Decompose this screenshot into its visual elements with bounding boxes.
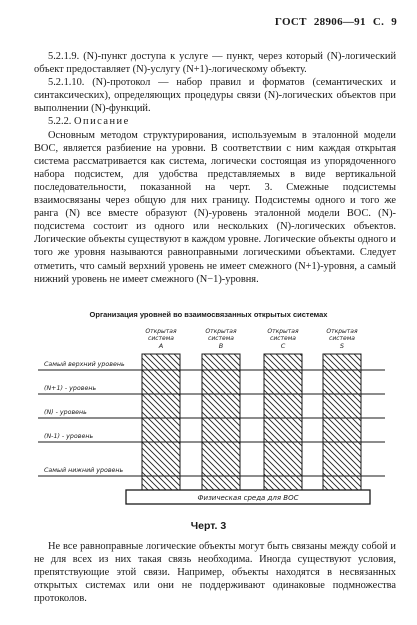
system-label-line2: система: [329, 335, 355, 342]
figure-3-diagram: [0, 318, 417, 518]
system-column-3: [264, 354, 302, 490]
system-letter: С: [280, 342, 286, 350]
system-label-line2: система: [208, 335, 234, 342]
system-column-4: [323, 354, 361, 490]
paragraph-5-2-1-10: 5.2.1.10. (N)-протокол — набор правил и форматов (семантических и синтаксических), определяющих процедуры связи (N)-логических объектов при выполнении (N)-функций.: [34, 77, 396, 115]
level-label-1: Самый верхний уровень: [44, 361, 125, 368]
bottom-text: [34, 540, 396, 605]
system-letter: S: [339, 342, 345, 350]
system-label-line2: система: [270, 335, 296, 342]
figure-caption: Черт. 3: [190, 520, 227, 532]
system-column-2: [202, 354, 240, 490]
paragraph-peer-entities: Не все равноправные логические объекты могут быть связаны между собой и не для всех из них такая связь необходима. Иногда существуют условия, препятствующие этой связи. Например, объекты находятся в несвязанных открытых системах или они не поддерживают одинаковые подмножества протоколов.: [34, 541, 396, 605]
paragraph-layering: Основным методом структурирования, используемым в эталонной модели ВОС, является разбиение на уровни. В соответствии с ним каждая открытая система рассматривается как система, логически состоящая из упорядоченного набора подсистем, для удобства представляемых в виде вертикальной последовательности, показанной на черт. 3. Смежные подсистемы взаимосвязаны через общую для них границу. Подсистемы одного и того же ранга (N) все вместе образуют (N)-уровень эталонной модели ВОС. (N)-подсистема состоит из одного или нескольких (N)-логических объектов. Логические объекты существуют в каждом уровне. Логические объекты одного и того же уровня называются равноправными логическими объектами. Следует отметить, что самый верхний уровень не имеет смежного (N+1)-уровня, а самый нижний уровень не имеет смежного (N−1)-уровня.: [34, 129, 396, 285]
level-label-3: (N) - уровень: [44, 409, 87, 416]
page-number: С. 9: [372, 16, 397, 28]
page-header: [275, 16, 397, 28]
section-5-2-2-heading: [34, 115, 396, 128]
system-label-line2: система: [148, 335, 174, 342]
paragraph-5-2-1-9: 5.2.1.9. (N)-пункт доступа к услуге — пункт, через который (N)-логический объект предоставляет (N)-услугу (N+1)-логическому объекту.: [34, 51, 396, 76]
level-label-5: Самый нижний уровень: [44, 467, 124, 474]
level-label-4: (N-1) - уровень: [44, 433, 94, 440]
standard-number: ГОСТ 28906—91: [274, 16, 366, 28]
system-column-1: [142, 354, 180, 490]
section-number: 5.2.2.: [48, 116, 72, 128]
level-label-2: (N+1) - уровень: [44, 385, 97, 392]
figure-title: Организация уровней во взаимосвязанных открытых системах: [89, 310, 328, 319]
main-text: [34, 50, 396, 286]
physical-medium-label: Физическая среда для ВОС: [197, 494, 299, 502]
system-letter: В: [218, 342, 224, 350]
section-title: Описание: [74, 116, 130, 128]
system-label-line1: Открытая: [326, 328, 358, 335]
system-label-line1: Открытая: [267, 328, 299, 335]
system-letter: А: [158, 342, 164, 350]
system-label-line1: Открытая: [205, 328, 237, 335]
system-label-line1: Открытая: [145, 328, 177, 335]
